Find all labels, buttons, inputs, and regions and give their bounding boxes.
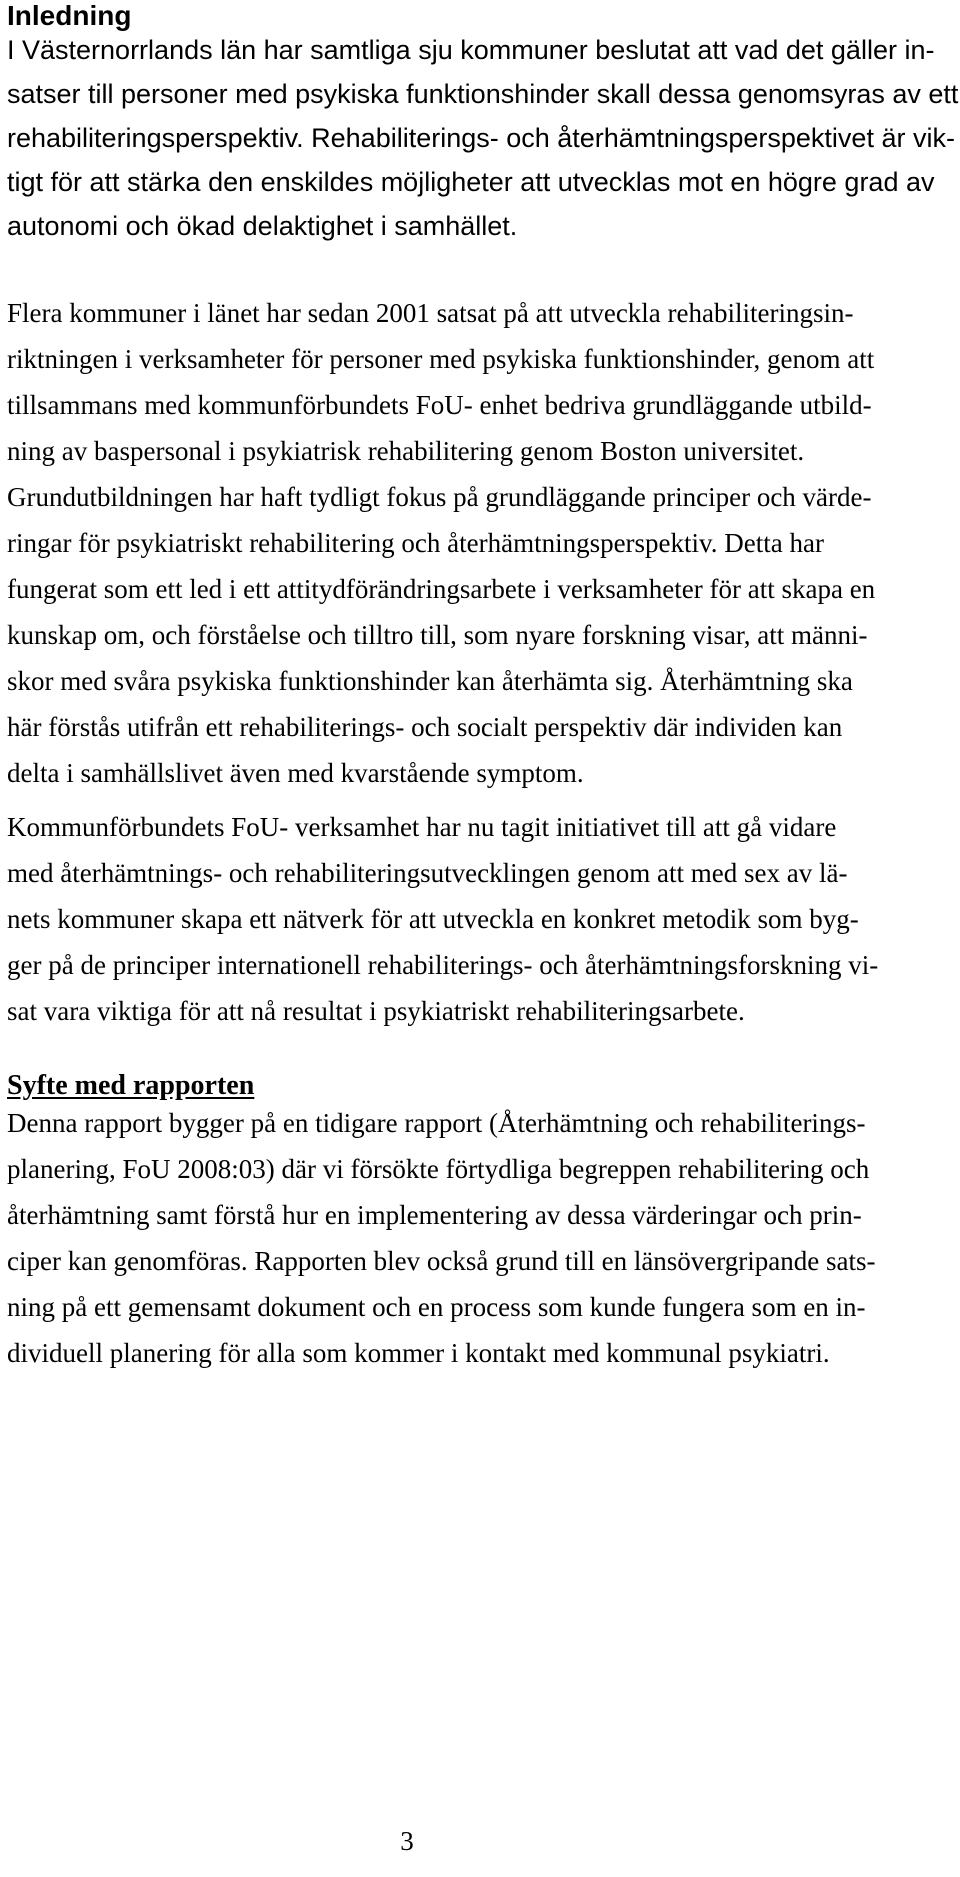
text-line: här förstås utifrån ett rehabiliterings- och socialt perspektiv där individen kan bbox=[7, 712, 843, 742]
paragraph-fou bbox=[7, 804, 952, 1034]
text-line: skor med svåra psykiska funktionshinder kan återhämta sig. Återhämtning ska bbox=[7, 666, 853, 696]
text-line: rehabiliteringsperspektiv. Rehabiliterings- och återhämtningsperspektivet är vik- bbox=[7, 123, 955, 153]
text-line: satser till personer med psykiska funktionshinder skall dessa genomsyras av ett bbox=[7, 79, 959, 109]
paragraph-intro bbox=[7, 28, 959, 248]
paragraph-syfte bbox=[7, 1100, 952, 1376]
text-line: ringar för psykiatriskt rehabilitering och återhämtningsperspektiv. Detta har bbox=[7, 528, 824, 558]
text-line: delta i samhällslivet även med kvarstående symptom. bbox=[7, 758, 584, 788]
text-line: I Västernorrlands län har samtliga sju kommuner beslutat att vad det gäller in- bbox=[7, 35, 935, 65]
text-line: tigt för att stärka den enskildes möjligheter att utvecklas mot en högre grad av bbox=[7, 167, 935, 197]
text-line: Grundutbildningen har haft tydligt fokus på grundläggande principer och värde- bbox=[7, 482, 872, 512]
page-number: 3 bbox=[400, 1826, 414, 1856]
text-line: fungerat som ett led i ett attitydförändringsarbete i verksamheter för att skapa en bbox=[7, 574, 876, 604]
text-line: ciper kan genomföras. Rapporten blev också grund till en länsövergripande sats- bbox=[7, 1246, 876, 1276]
text-line: nets kommuner skapa ett nätverk för att utveckla en konkret metodik som byg- bbox=[7, 904, 859, 934]
text-line: Flera kommuner i länet har sedan 2001 satsat på att utveckla rehabiliteringsin- bbox=[7, 298, 854, 328]
text-line: planering, FoU 2008:03) där vi försökte förtydliga begreppen rehabilitering och bbox=[7, 1154, 870, 1184]
text-line: kunskap om, och förståelse och tilltro till, som nyare forskning visar, att männi- bbox=[7, 620, 868, 650]
text-line: dividuell planering för alla som kommer i kontakt med kommunal psykiatri. bbox=[7, 1338, 830, 1368]
text-line: återhämtning samt förstå hur en implementering av dessa värderingar och prin- bbox=[7, 1200, 862, 1230]
section-heading-inledning: Inledning bbox=[7, 0, 132, 31]
text-line: ger på de principer internationell rehabiliterings- och återhämtningsforskning vi- bbox=[7, 950, 879, 980]
text-line: ning på ett gemensamt dokument och en process som kunde fungera som en in- bbox=[7, 1292, 866, 1322]
text-line: med återhämtnings- och rehabiliteringsutvecklingen genom att med sex av lä- bbox=[7, 858, 848, 888]
section-heading-syfte: Syfte med rapporten bbox=[7, 1070, 255, 1101]
text-line: sat vara viktiga för att nå resultat i psykiatriskt rehabiliteringsarbete. bbox=[7, 996, 745, 1026]
text-line: autonomi och ökad delaktighet i samhället. bbox=[7, 211, 518, 241]
text-line: tillsammans med kommunförbundets FoU- enhet bedriva grundläggande utbild- bbox=[7, 390, 872, 420]
text-line: ning av baspersonal i psykiatrisk rehabilitering genom Boston universitet. bbox=[7, 436, 805, 466]
text-line: riktningen i verksamheter för personer med psykiska funktionshinder, genom att bbox=[7, 344, 875, 374]
paragraph-kommuner bbox=[7, 290, 952, 796]
text-line: Kommunförbundets FoU- verksamhet har nu tagit initiativet till att gå vidare bbox=[7, 812, 837, 842]
text-line: Denna rapport bygger på en tidigare rapport (Återhämtning och rehabiliterings- bbox=[7, 1108, 866, 1138]
